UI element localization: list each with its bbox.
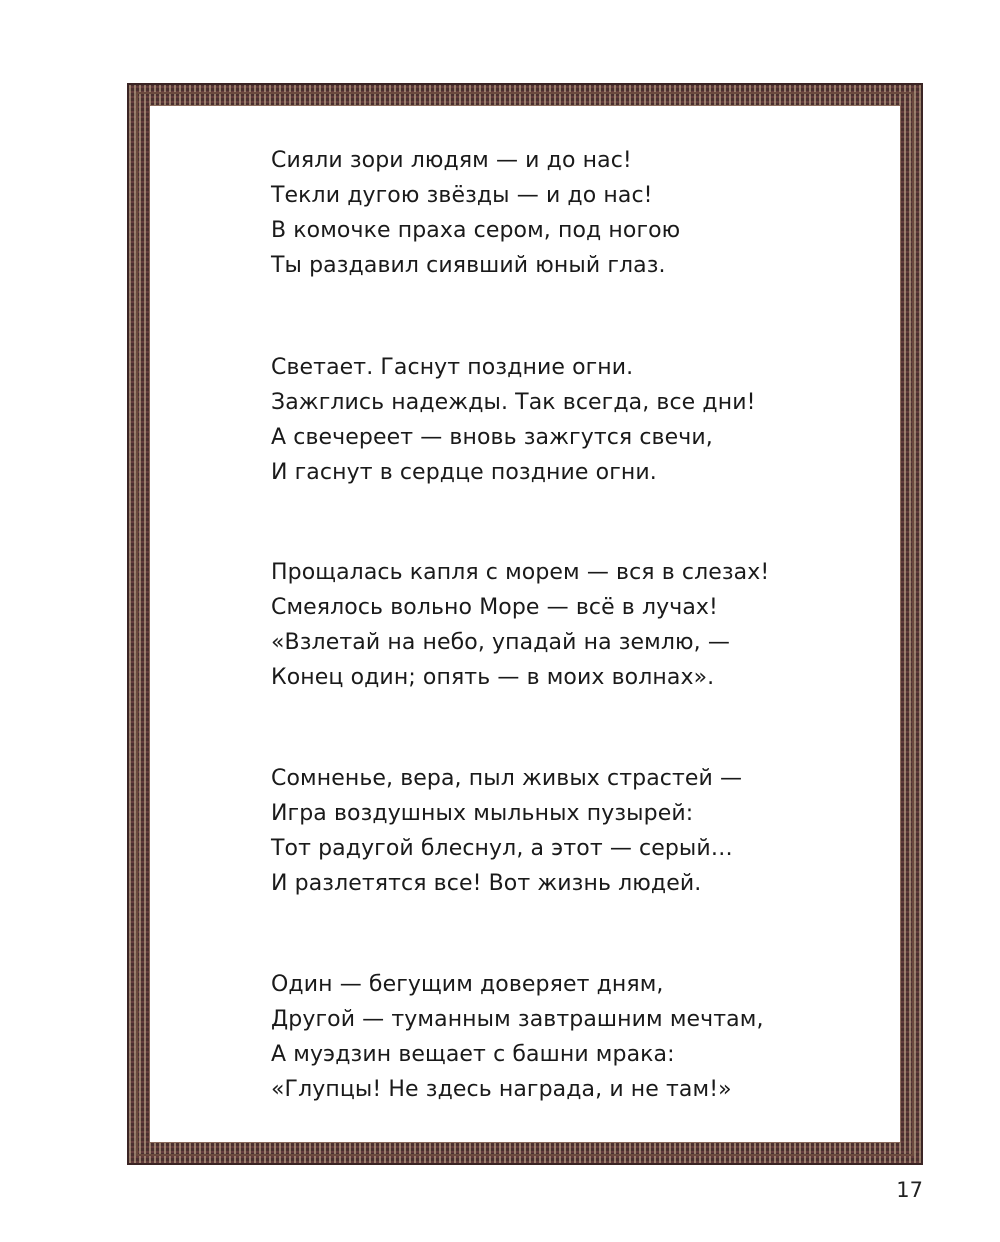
- stanza-1-line-4: Ты раздавил сиявший юный глаз.: [271, 253, 666, 278]
- stanza-5-line-3: А муэдзин вещает с башни мрака:: [271, 1042, 675, 1067]
- stanza-2-line-1: Светает. Гаснут поздние огни.: [271, 355, 634, 380]
- stanza-5-line-2: Другой — туманным завтрашним мечтам,: [271, 1007, 764, 1032]
- stanza-2-line-3: А свечереет — вновь зажгутся свечи,: [271, 425, 713, 450]
- stanza-4-line-4: И разлетятся все! Вот жизнь людей.: [271, 871, 702, 896]
- stanza-1-line-3: В комочке праха сером, под ногою: [271, 218, 681, 243]
- stanza-4-line-2: Игра воздушных мыльных пузырей:: [271, 801, 694, 826]
- stanza-3-line-3: «Взлетай на небо, упадай на землю, —: [271, 630, 730, 655]
- page-number: 17: [896, 1178, 923, 1202]
- stanza-1-line-1: Сияли зори людям — и до нас!: [271, 148, 632, 173]
- stanza-2: [271, 350, 871, 490]
- stanza-1: [271, 143, 871, 283]
- stanza-3-line-4: Конец один; опять — в моих волнах».: [271, 665, 715, 690]
- stanza-5-line-1: Один — бегущим доверяет дням,: [271, 972, 664, 997]
- stanza-3-line-1: Прощалась капля с морем — вся в слезах!: [271, 560, 770, 585]
- stanza-4: [271, 761, 871, 901]
- stanza-2-line-4: И гаснут в сердце поздние огни.: [271, 460, 657, 485]
- stanza-1-line-2: Текли дугою звёзды — и до нас!: [271, 183, 653, 208]
- stanza-4-line-3: Тот радугой блеснул, а этот — серый…: [271, 836, 733, 861]
- stanza-5-line-4: «Глупцы! Не здесь награда, и не там!»: [271, 1077, 732, 1102]
- stanza-5: [271, 967, 871, 1107]
- stanza-2-line-2: Зажглись надежды. Так всегда, все дни!: [271, 390, 756, 415]
- stanza-3-line-2: Смеялось вольно Море — всё в лучах!: [271, 595, 718, 620]
- stanza-4-line-1: Сомненье, вера, пыл живых страстей —: [271, 766, 743, 791]
- stanza-3: [271, 555, 871, 695]
